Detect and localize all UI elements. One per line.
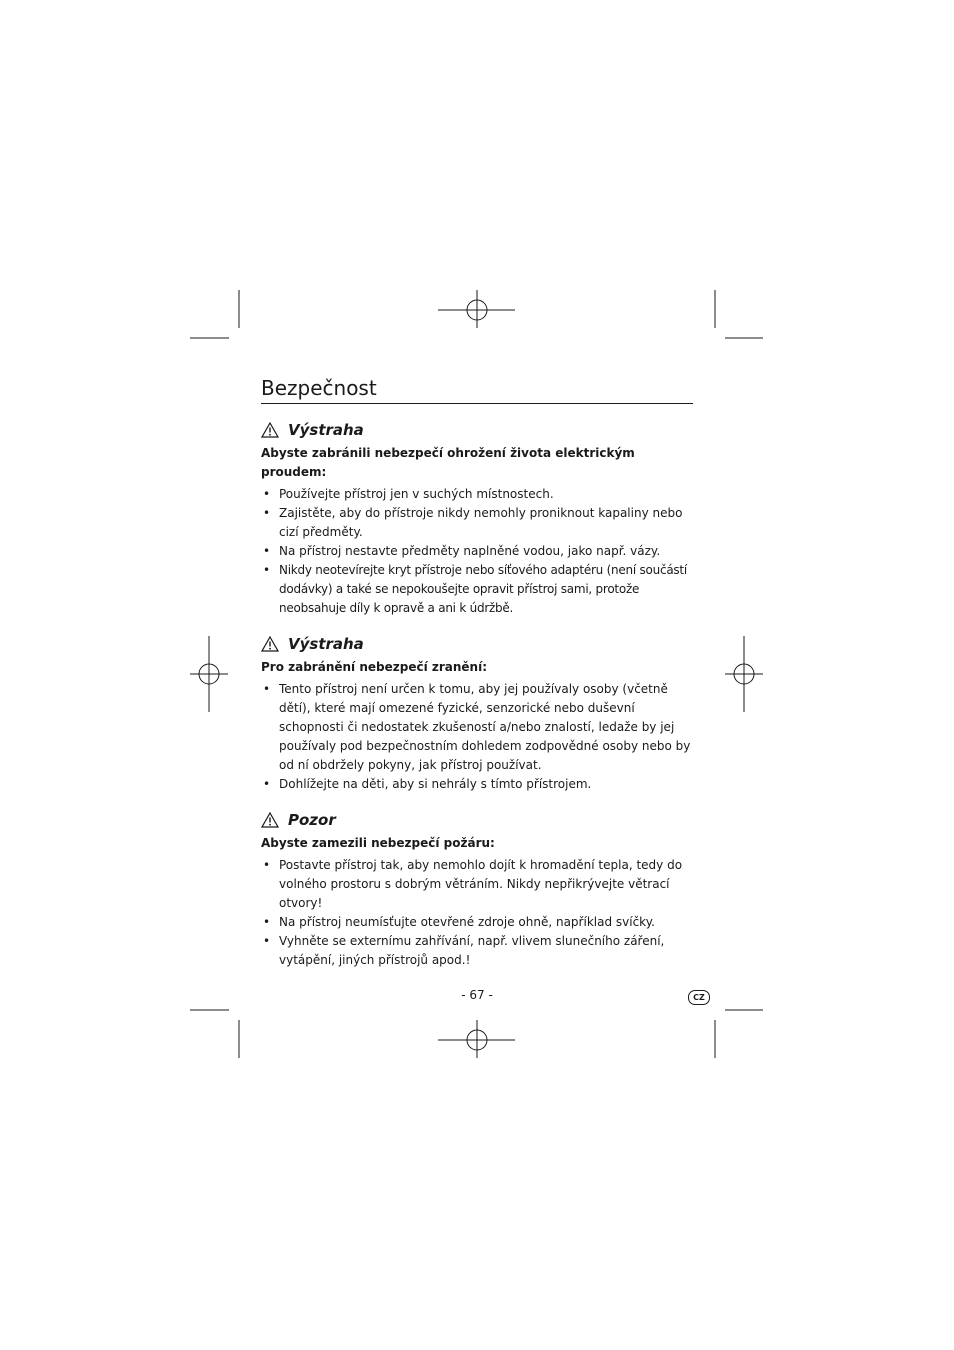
warning-triangle-icon	[261, 422, 279, 438]
section-title: Výstraha	[288, 421, 364, 439]
list-item: • Nikdy neotevírejte kryt přístroje nebo síťového adaptéru (není součástí dodávky) a také se nepokoušejte opravit přístroj sami, protože neobsahuje díly k opravě a ani k údržbě.	[261, 561, 693, 618]
bullet-list	[261, 485, 693, 618]
section-title: Pozor	[288, 811, 336, 829]
section-heading	[261, 808, 693, 832]
warning-section-electric	[261, 418, 693, 618]
list-item: • Zajistěte, aby do přístroje nikdy nemohly proniknout kapaliny nebo cizí předměty.	[261, 504, 693, 542]
bullet-list	[261, 856, 693, 970]
page-number: - 67 -	[461, 988, 493, 1002]
safety-page	[261, 375, 693, 970]
caution-section-fire	[261, 808, 693, 970]
section-intro: Pro zabránění nebezpečí zranění:	[261, 660, 488, 674]
section-intro: Abyste zamezili nebezpečí požáru:	[261, 836, 495, 850]
list-item: • Postavte přístroj tak, aby nemohlo dojít k hromadění tepla, tedy do volného prostoru s dobrým větráním. Nikdy nepřikrývejte větrací otvory!	[261, 856, 693, 913]
language-badge: CZ	[688, 990, 710, 1005]
list-item: • Na přístroj neumísťujte otevřené zdroje ohně, například svíčky.	[261, 913, 693, 932]
warning-section-injury	[261, 632, 693, 794]
list-item: • Vyhněte se externímu zahřívání, např. vlivem slunečního záření, vytápění, jiných přístrojů apod.!	[261, 932, 693, 970]
warning-triangle-icon	[261, 812, 279, 828]
list-item: • Na přístroj nestavte předměty naplněné vodou, jako např. vázy.	[261, 542, 693, 561]
page-title: Bezpečnost	[261, 375, 693, 404]
list-item: • Dohlížejte na děti, aby si nehrály s tímto přístrojem.	[261, 775, 693, 794]
list-item: • Tento přístroj není určen k tomu, aby jej používaly osoby (včetně dětí), které mají omezené fyzické, senzorické nebo duševní schopnosti či nedostatek zkušeností a/nebo znalostí, ledaže by jej používaly pod bezpečnostním dohledem zodpovědné osoby nebo by od ní obdržely pokyny, jak přístroj používat.	[261, 680, 693, 775]
section-title: Výstraha	[288, 635, 364, 653]
bullet-list	[261, 680, 693, 794]
warning-triangle-icon	[261, 636, 279, 652]
section-heading	[261, 418, 693, 442]
list-item: • Používejte přístroj jen v suchých místnostech.	[261, 485, 693, 504]
section-heading	[261, 632, 693, 656]
section-intro: Abyste zabránili nebezpečí ohrožení života elektrickým proudem:	[261, 446, 635, 479]
